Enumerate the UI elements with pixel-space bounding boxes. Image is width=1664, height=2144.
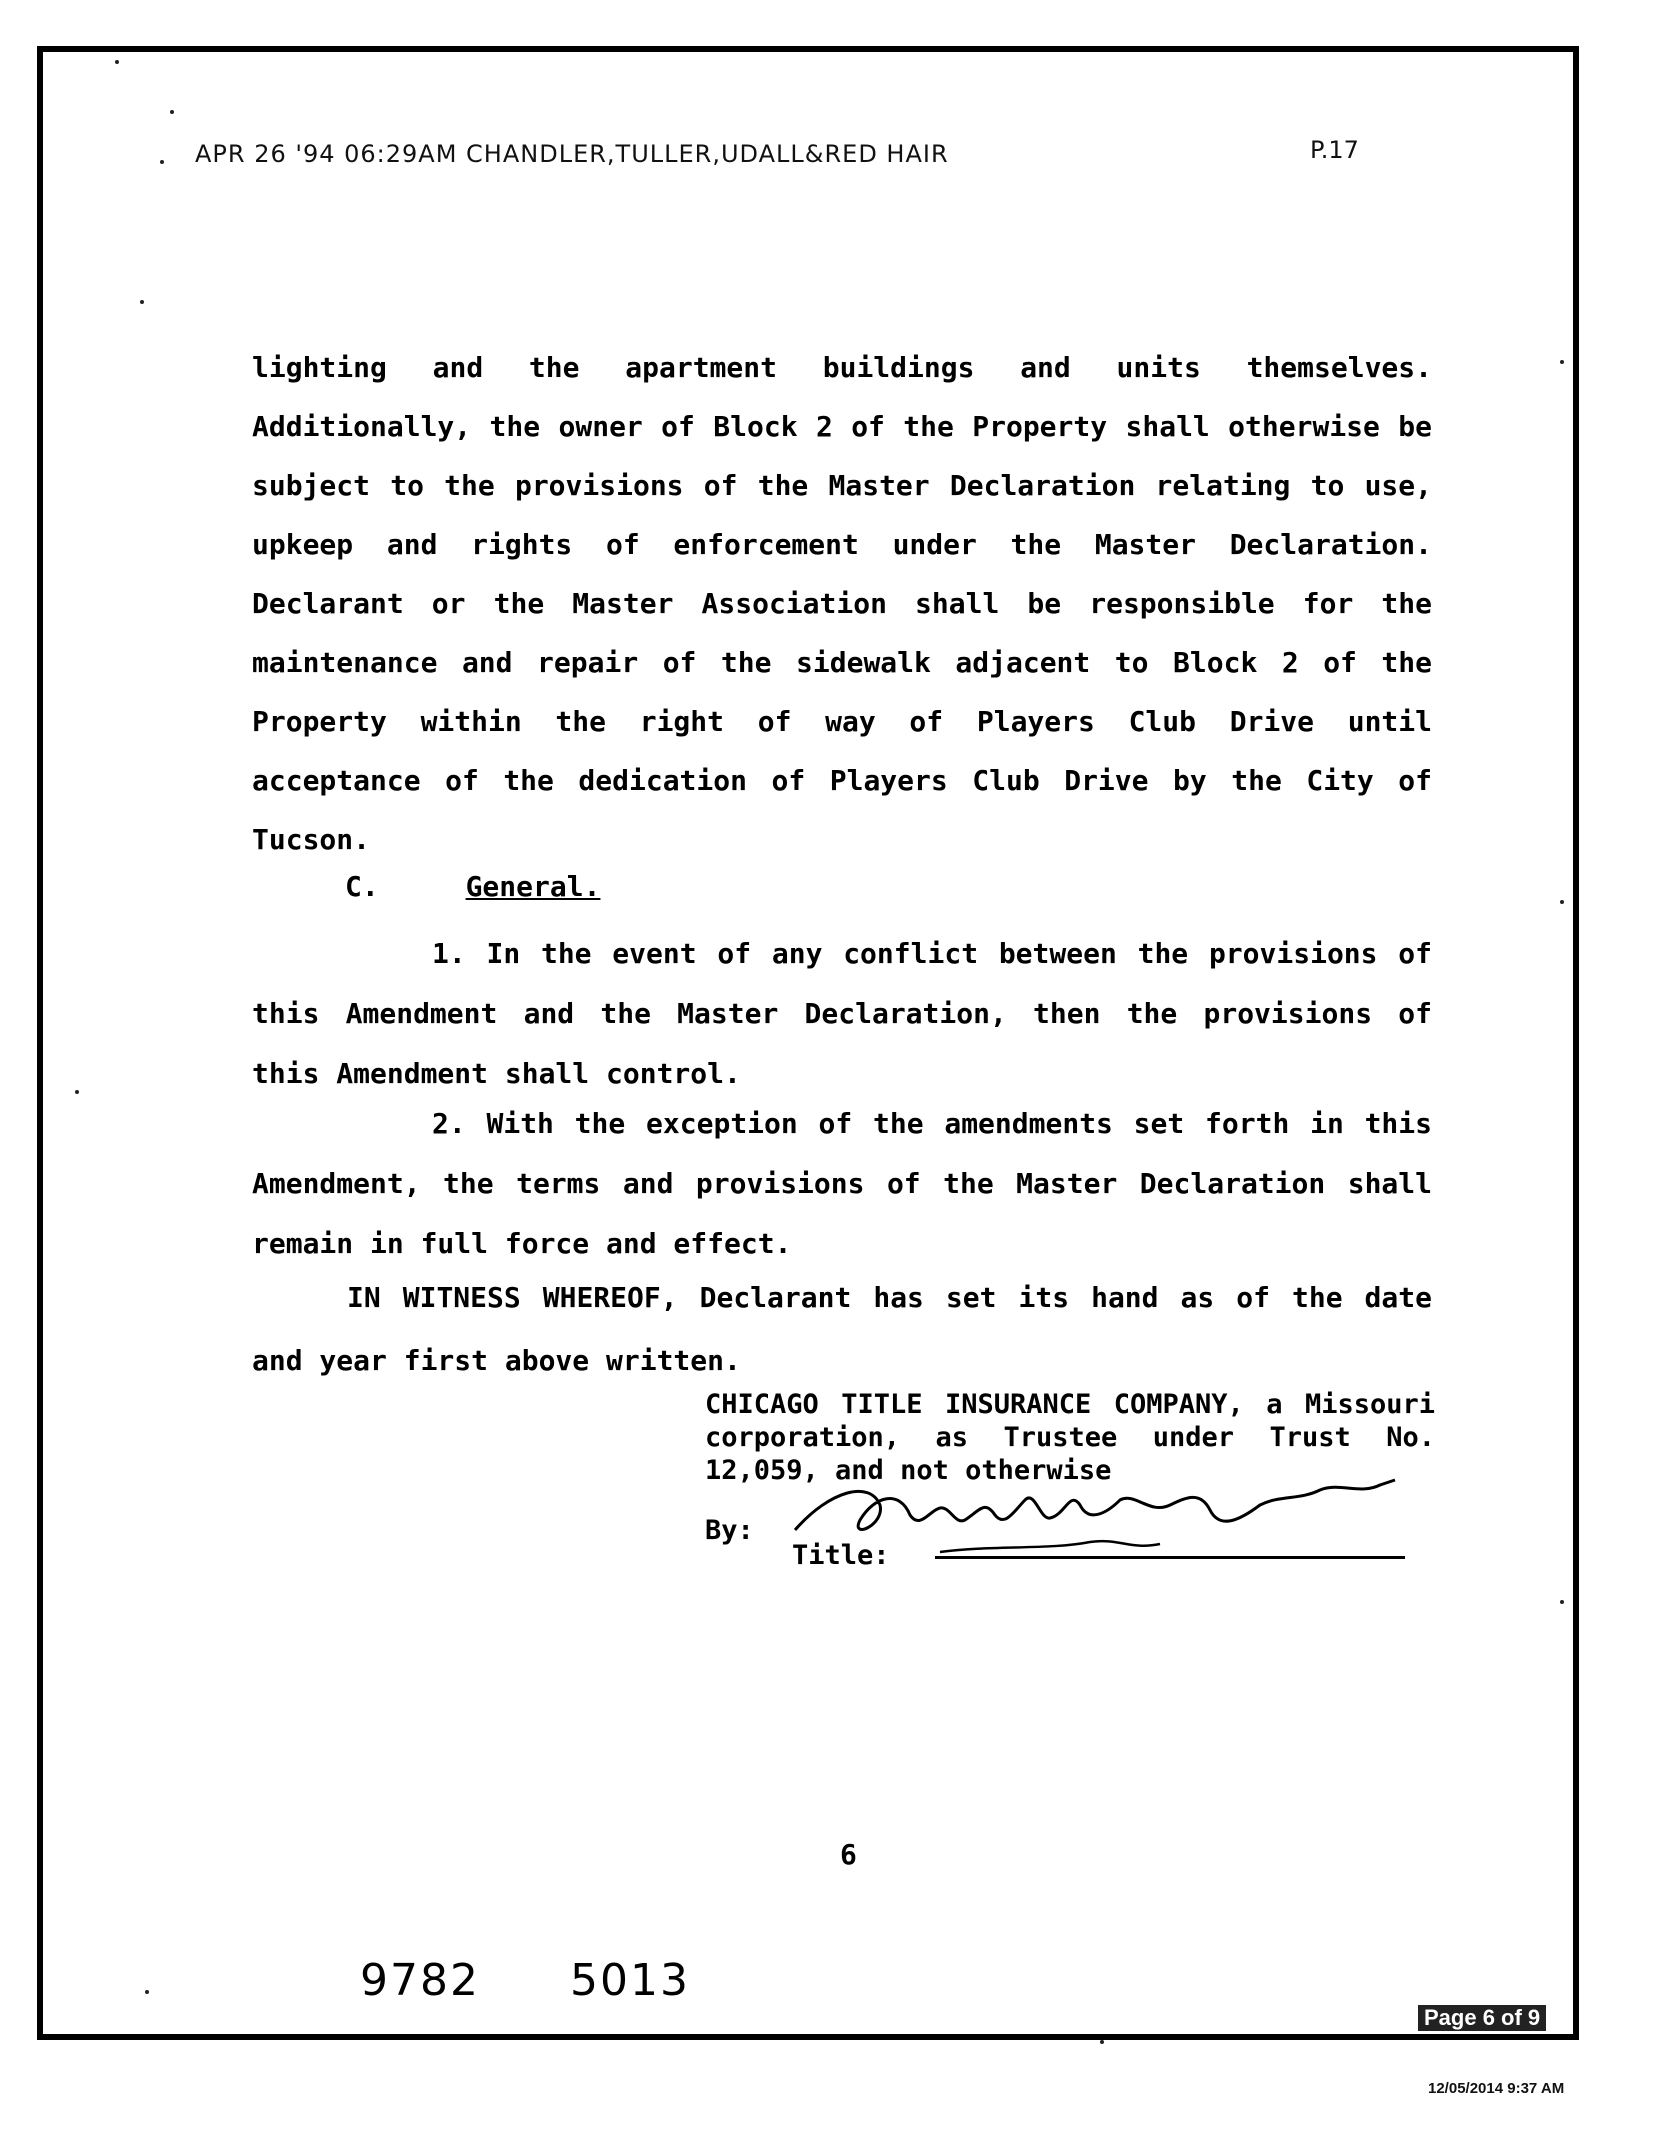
- fax-page-number: P.17: [1310, 136, 1359, 164]
- general-item-2: 2. With the exception of the amendments set forth in this Amendment, the terms and provisions of the Master Declaration shall remain in full force and effect.: [252, 1107, 1432, 1260]
- signatory-company: CHICAGO TITLE INSURANCE COMPANY, a Missouri corporation, as Trustee under Trust No. 12,059, and not otherwise: [705, 1389, 1435, 1486]
- handwritten-signature: [790, 1470, 1410, 1560]
- scan-speck: [115, 60, 119, 64]
- scan-speck: [160, 160, 164, 164]
- witness-clause: IN WITNESS WHEREOF, Declarant has set its hand as of the date and year first above written.: [252, 1281, 1432, 1377]
- fax-header: APR 26 '94 06:29AM CHANDLER,TULLER,UDALL&RED HAIR: [195, 140, 949, 168]
- scan-speck: [1560, 1600, 1564, 1604]
- scan-speck: [1100, 2040, 1104, 2044]
- scan-speck: [170, 110, 174, 114]
- paragraph-continuation: lighting and the apartment buildings and units themselves. Additionally, the owner of Block 2 of the Property shall otherwise be subject to the provisions of the Master Declaration relating to use, upkeep and rights of enforcement under the Master Declaration. Declarant or the Master Association shall be responsible for the maintenance and repair of the sidewalk adjacent to Block 2 of the Property within the right of way of Players Club Drive until acceptance of the dedication of Players Club Drive by the City of Tucson.: [252, 351, 1432, 856]
- recording-number: [360, 1955, 690, 2006]
- page-count-stamp: Page 6 of 9: [1418, 2005, 1546, 2031]
- page-number: 6: [840, 1838, 857, 1871]
- by-label: By:: [705, 1515, 754, 1546]
- scan-speck: [75, 1090, 79, 1094]
- recording-book: 9782: [360, 1955, 480, 2006]
- section-letter: C.: [345, 870, 379, 903]
- scan-speck: [1560, 900, 1564, 904]
- scan-speck: [140, 300, 144, 304]
- section-title: General.: [465, 870, 601, 903]
- scan-speck: [145, 1990, 149, 1994]
- print-timestamp: 12/05/2014 9:37 AM: [1428, 2080, 1565, 2097]
- title-label: Title:: [792, 1540, 890, 1571]
- recording-page: 5013: [569, 1955, 690, 2006]
- general-item-1: 1. In the event of any conflict between the provisions of this Amendment and the Master Declaration, then the provisions of this Amendment shall control.: [252, 937, 1432, 1090]
- section-c-heading: [345, 870, 600, 903]
- scan-speck: [1560, 360, 1564, 364]
